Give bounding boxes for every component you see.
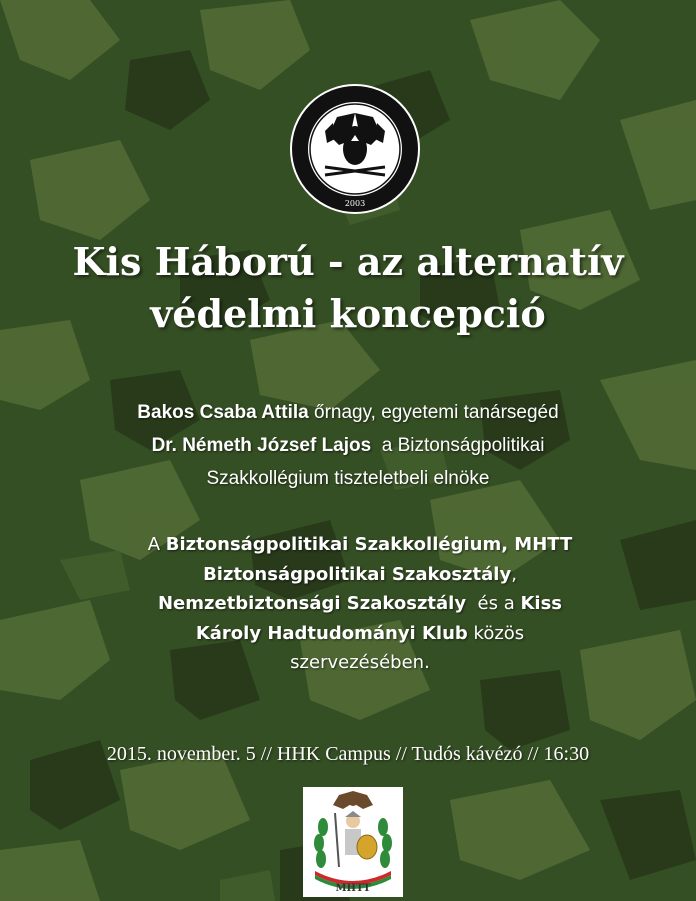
organizers-suffix-a: közös xyxy=(467,622,525,644)
organizers-and: és a xyxy=(466,593,521,614)
title-line-2: védelmi koncepció xyxy=(150,291,546,336)
event-title xyxy=(0,236,696,340)
organizers-suffix-b: szervezésében. xyxy=(290,652,430,673)
organizers-line-1 xyxy=(95,530,625,560)
organizer-2: Biztonságpolitikai Szakosztály xyxy=(203,563,512,585)
speaker-1-name: Bakos Csaba Attila xyxy=(137,402,309,423)
speaker-2-name: Dr. Németh József Lajos xyxy=(151,435,372,456)
kestrel-crest-icon xyxy=(289,83,421,215)
organizer-4-a: Kiss xyxy=(520,593,563,614)
mhtt-crest-icon xyxy=(303,787,403,897)
svg-text:2003: 2003 xyxy=(344,199,366,208)
event-details: 2015. november. 5 // HHK Campus // Tudós kávézó // 16:30 xyxy=(106,743,590,765)
organizer-3: Nemzetbiztonsági Szakosztály xyxy=(157,593,467,614)
organizer-4-b: Károly Hadtudományi Klub xyxy=(195,622,468,644)
speaker-2 xyxy=(40,429,656,462)
speaker-1 xyxy=(40,396,656,429)
organizer-1: Biztonságpolitikai Szakkollégium, MHTT xyxy=(165,534,573,555)
speakers-block xyxy=(40,396,656,495)
speaker-1-role: őrnagy, egyetemi tanársegéd xyxy=(308,402,559,423)
organizers-block xyxy=(95,530,625,678)
svg-text:MHTT: MHTT xyxy=(335,883,371,894)
speaker-2-role-cont: Szakkollégium tiszteletbeli elnöke xyxy=(206,468,490,489)
title-line-1: Kis Háború - az alternatív xyxy=(72,239,624,284)
organizers-line-3 xyxy=(95,589,625,619)
organizers-sep: , xyxy=(511,563,517,585)
speaker-2-role: a Biztonságpolitikai xyxy=(371,435,545,456)
organizers-prefix: A xyxy=(147,534,166,555)
organizers-line-2 xyxy=(95,560,625,590)
organizers-line-4 xyxy=(95,619,625,649)
